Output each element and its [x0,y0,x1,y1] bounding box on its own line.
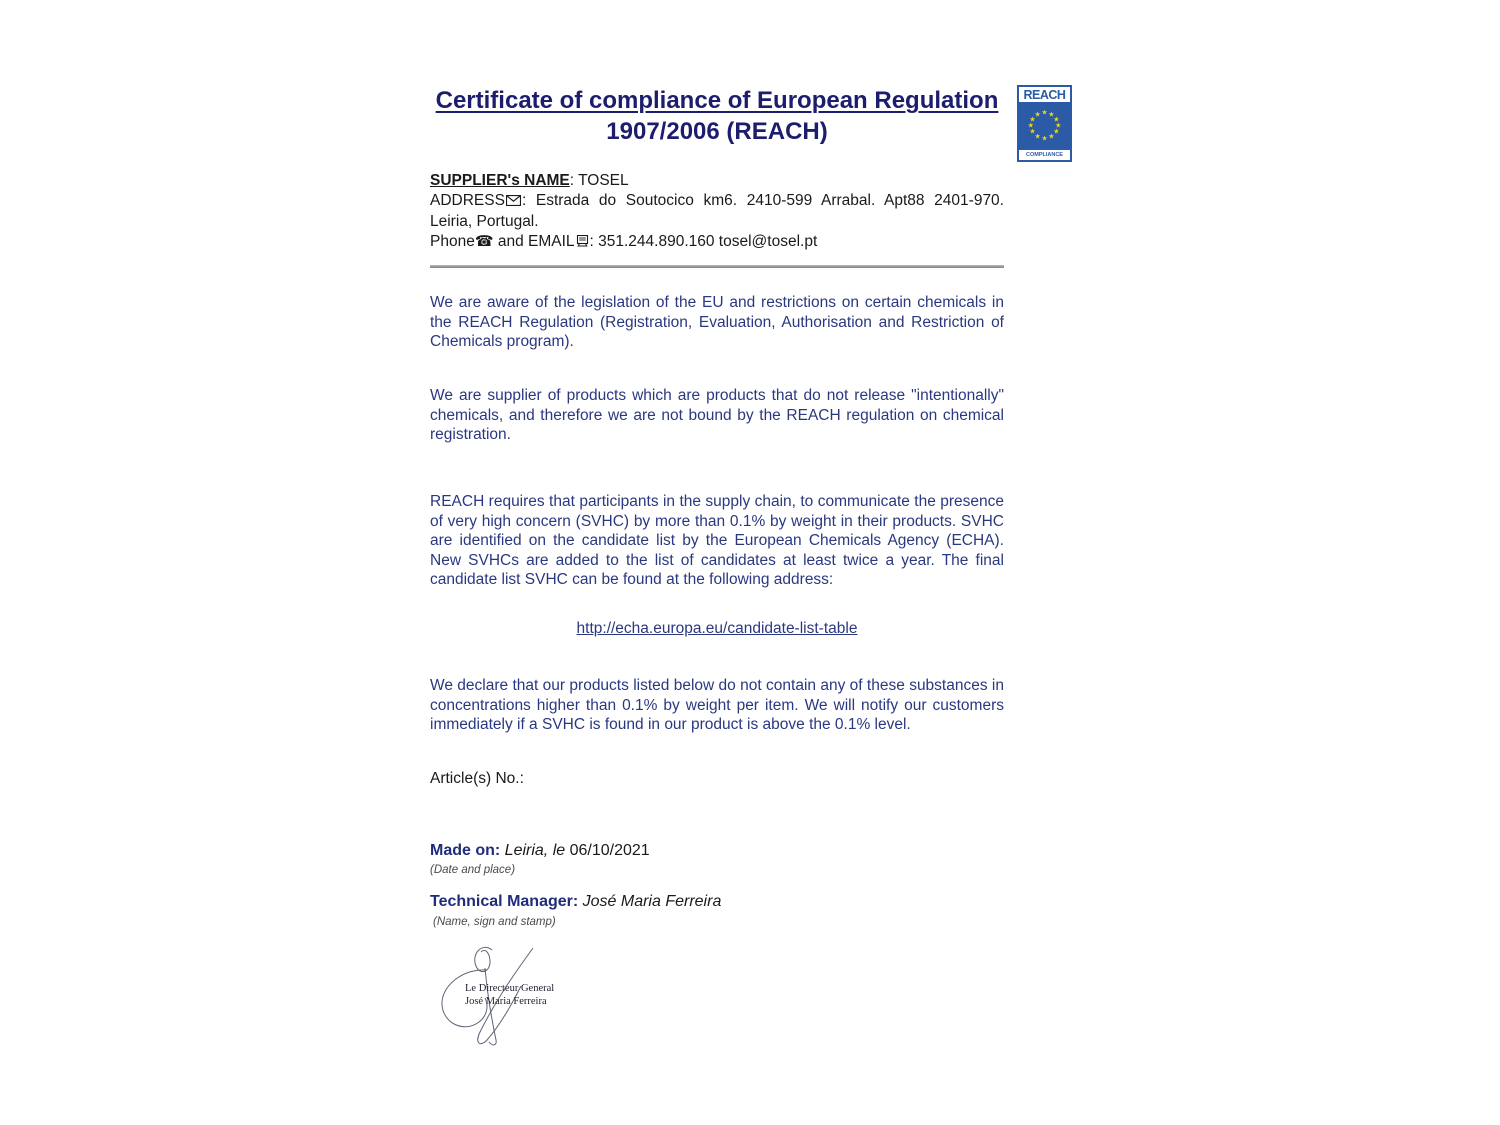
made-on-label: Made on: [430,842,501,859]
supplier-block [430,171,1004,253]
computer-icon [576,233,589,253]
date-place-note: (Date and place) [430,864,516,876]
eu-star-icon: ★ [1034,133,1041,141]
eu-star-icon: ★ [1048,111,1055,119]
page-title-line1: Certificate of compliance of European Regulation [435,87,999,114]
eu-stars [1019,104,1070,148]
eu-star-icon: ★ [1041,109,1048,117]
technical-manager-name: José Maria Ferreira [578,893,722,910]
supplier-address-line [430,191,1004,232]
phone-label: Phone [430,233,475,250]
paragraph-awareness: We are aware of the legislation of the EU and restrictions on certain chemicals in the REACH Regulation (Registration, Evaluation, Authorisation and Restriction of Chemicals program). [430,294,1004,350]
made-on-line [430,842,1004,860]
technical-manager-label: Technical Manager: [430,893,579,910]
candidate-list-link-row [430,620,1004,638]
paragraph-declaration: We declare that our products listed below do not contain any of these substances in concentrations higher than 0.1% by weight per item. We will notify our customers immediately if a SVHC is found in our product is above the 0.1% level. [430,677,1004,733]
signature-area [435,940,565,1065]
address-label: ADDRESS [430,192,505,209]
eu-star-icon: ★ [1055,122,1062,130]
supplier-name-line [430,171,1004,191]
contact-value: : 351.244.890.160 tosel@tosel.pt [589,233,818,250]
stamp-line2: José Maria Ferreira [465,996,547,1007]
supplier-name-label: SUPPLIER's NAME [430,172,570,189]
eu-star-icon: ★ [1053,116,1060,124]
candidate-list-link[interactable]: http://echa.europa.eu/candidate-list-table [576,620,858,637]
supplier-contact-line [430,232,1004,253]
supplier-name-value: : TOSEL [569,172,629,189]
envelope-icon [506,192,521,212]
reach-logo-compliance-label: COMPLIANCE [1019,148,1070,160]
email-label: and EMAIL [493,233,575,250]
page-title [430,85,1004,147]
eu-star-icon: ★ [1048,133,1055,141]
phone-icon: ☎ [474,233,494,250]
stamp-text [465,982,554,1008]
made-on-date: 06/10/2021 [565,842,650,859]
page-title-line2: 1907/2006 (REACH) [606,118,828,145]
article-number-label: Article(s) No.: [430,770,524,787]
made-on-place: Leiria, le [500,842,566,859]
eu-star-icon: ★ [1034,111,1041,119]
paragraph-supplier-statement: We are supplier of products which are products that do not release "intentionally" chemicals, and therefore we are not bound by the REACH regulation on chemical registration. [430,387,1004,443]
eu-star-icon: ★ [1029,116,1036,124]
eu-star-icon: ★ [1053,128,1060,136]
address-value: : Estrada do Soutocico km6. 2410-599 Arrabal. Apt88 2401-970. Leiria, Portugal. [430,192,1004,230]
eu-star-icon: ★ [1027,122,1034,130]
eu-star-icon: ★ [1029,128,1036,136]
stamp-line1: Le Directeur General [465,983,555,994]
technical-manager-line [430,893,1004,911]
reach-logo-title: REACH [1019,87,1070,104]
reach-compliance-logo [1017,85,1072,162]
horizontal-divider [430,265,1004,268]
eu-star-icon: ★ [1041,135,1048,143]
name-sign-stamp-note: (Name, sign and stamp) [433,916,556,928]
paragraph-reach-requirements: REACH requires that participants in the supply chain, to communicate the presence of very high concern (SVHC) by more than 0.1% by weight in their products. SVHC are identified on the candidate list by the European Chemicals Agency (ECHA). New SVHCs are added to the list of candidates at least twice a year. The final candidate list SVHC can be found at the following address: [430,493,1004,588]
